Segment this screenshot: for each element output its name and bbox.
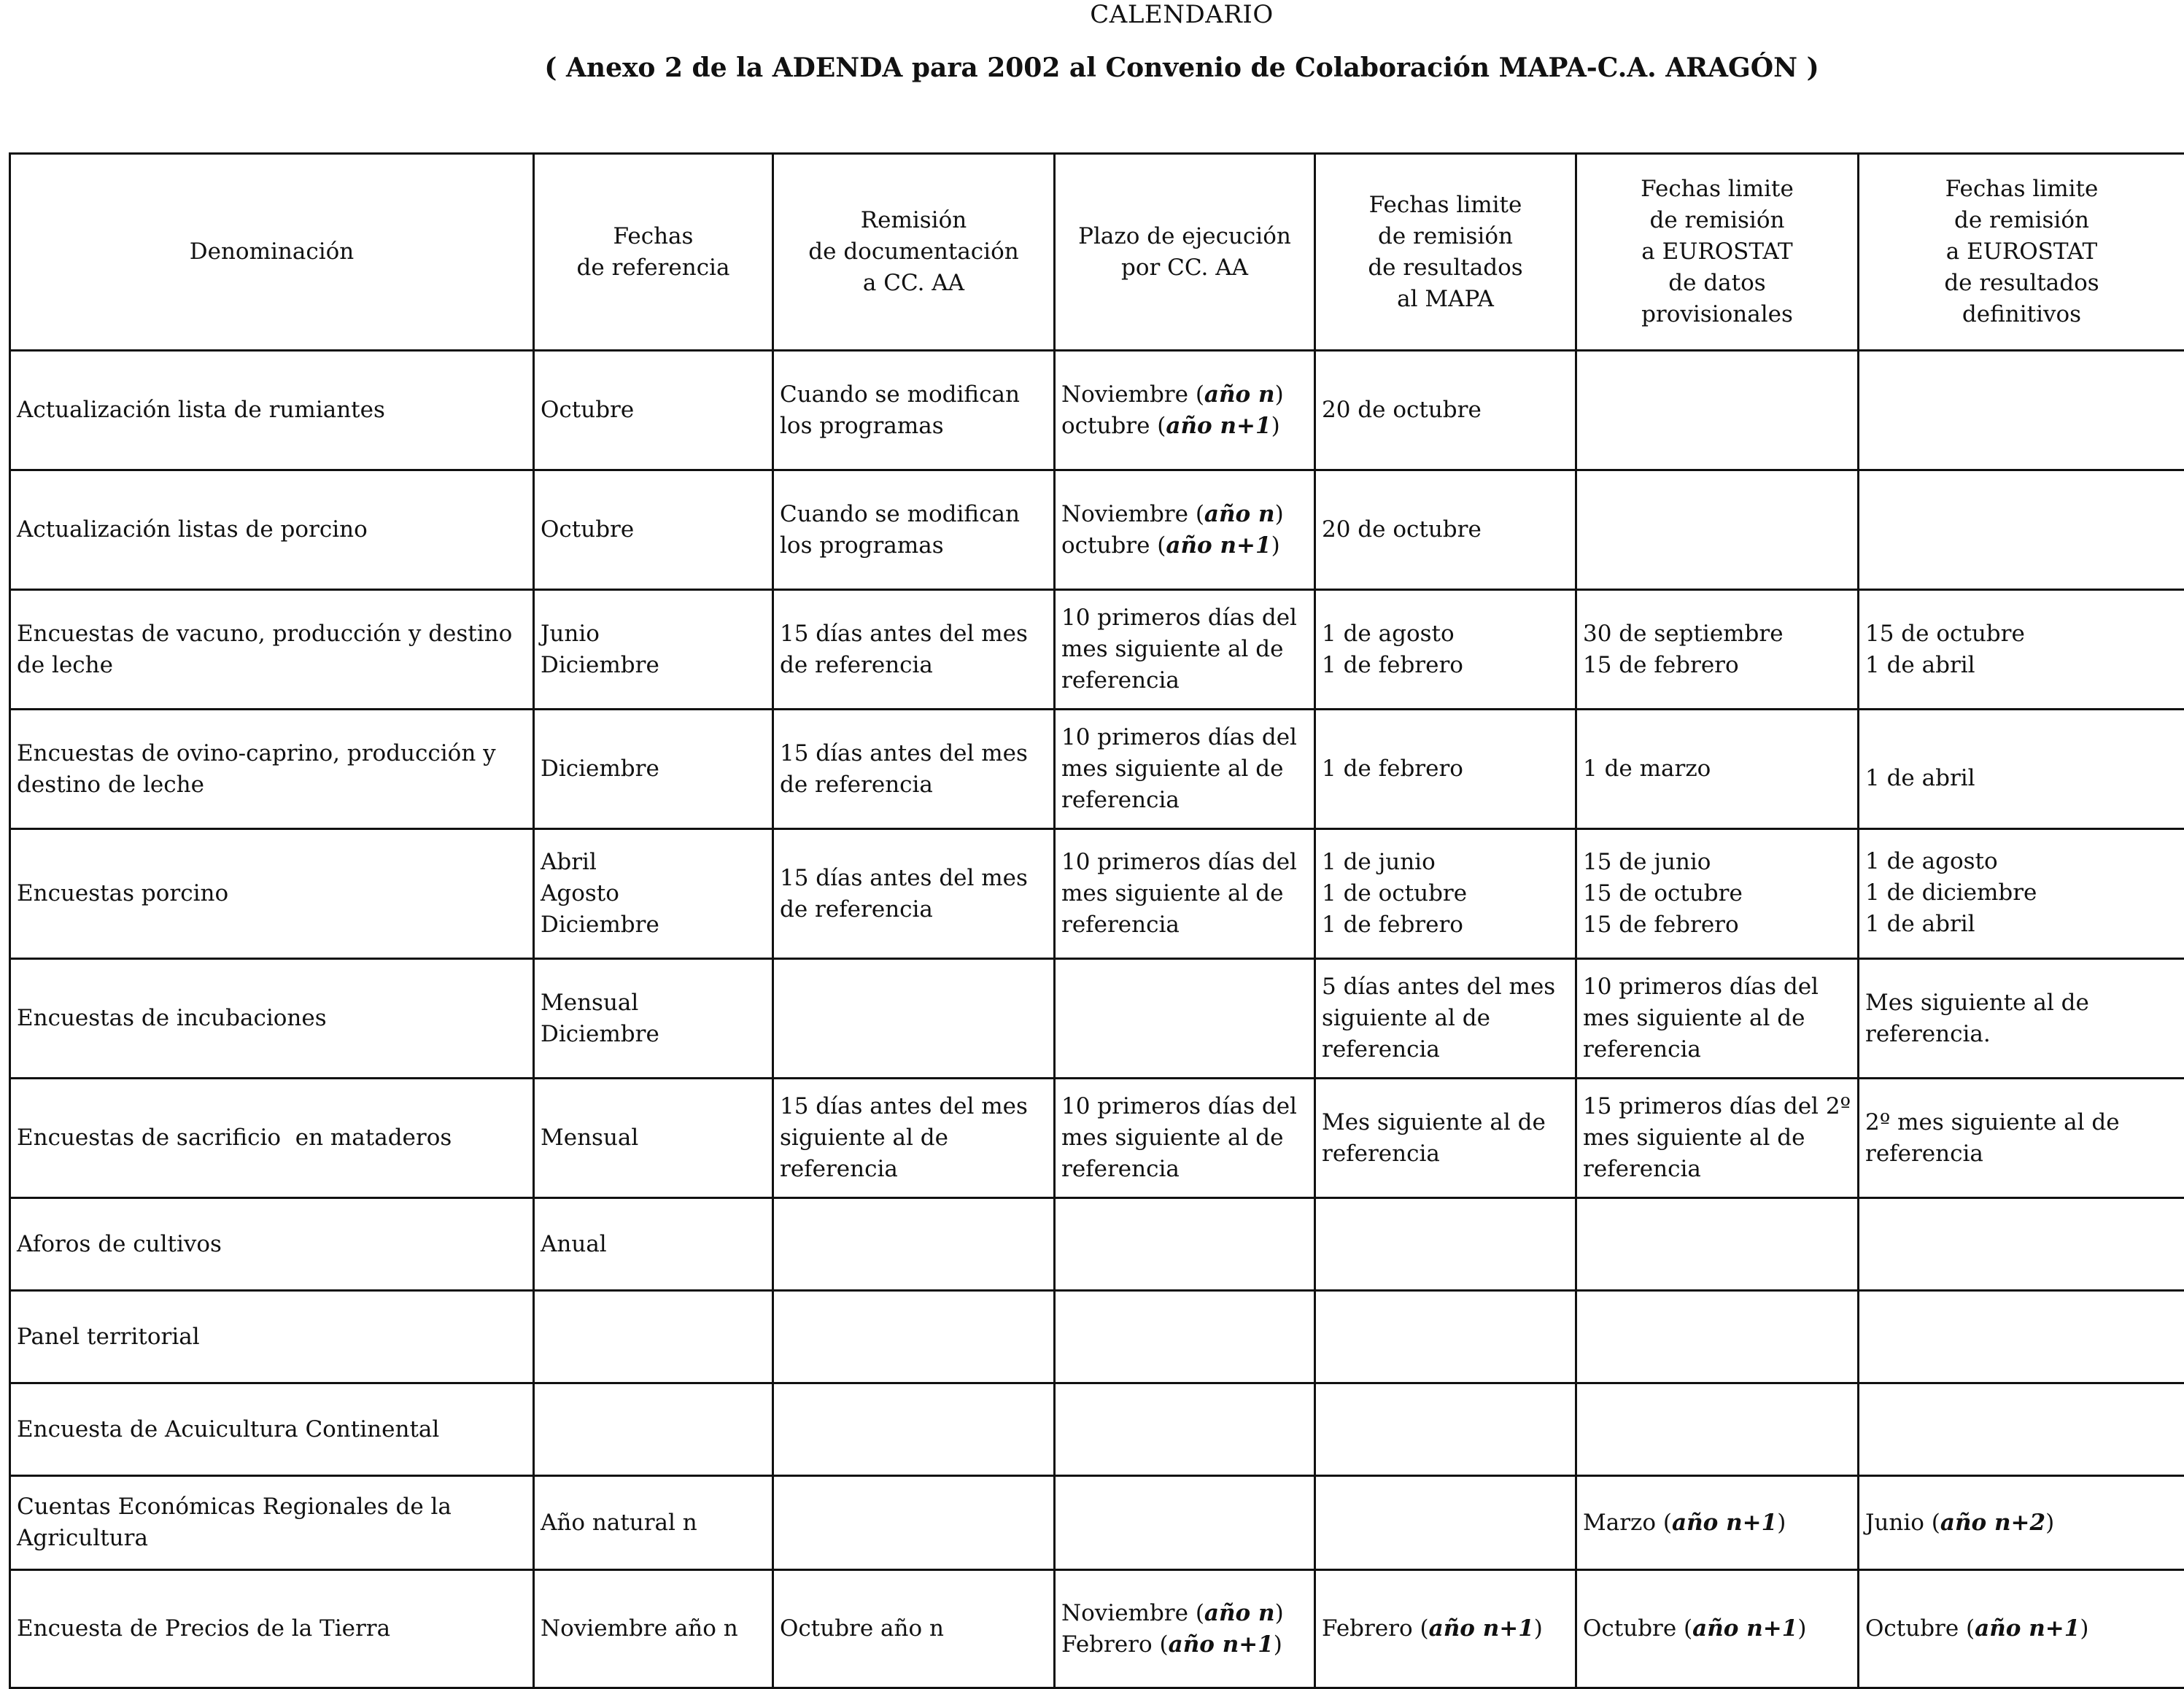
cell-remision: Octubre año n xyxy=(773,1570,1055,1688)
cell-ref: Abril Agosto Diciembre xyxy=(534,829,773,959)
cell-denominacion: Encuestas de incubaciones xyxy=(10,959,534,1079)
cell-ref: Junio Diciembre xyxy=(534,590,773,710)
cell-prov xyxy=(1576,351,1859,470)
cell-mapa: Febrero (año n+1) xyxy=(1315,1570,1576,1688)
cell-mapa: 20 de octubre xyxy=(1315,470,1576,590)
cell-denominacion: Actualización listas de porcino xyxy=(10,470,534,590)
cell-plazo: Noviembre (año n) octubre (año n+1) xyxy=(1055,351,1315,470)
cell-plazo: 10 primeros días del mes siguiente al de referencia xyxy=(1055,1079,1315,1198)
table-row xyxy=(10,1079,2184,1198)
cell-ref: Diciembre xyxy=(534,710,773,829)
cell-denominacion: Encuestas de vacuno, producción y destino de leche xyxy=(10,590,534,710)
cell-plazo: 10 primeros días del mes siguiente al de referencia xyxy=(1055,590,1315,710)
cell-plazo: Noviembre (año n) Febrero (año n+1) xyxy=(1055,1570,1315,1688)
header-limite-mapa: Fechas limite de remisión de resultados al MAPA xyxy=(1315,154,1576,351)
cell-mapa: 1 de agosto 1 de febrero xyxy=(1315,590,1576,710)
cell-def xyxy=(1859,1383,2184,1476)
header-limite-definitivos: Fechas limite de remisión a EUROSTAT de resultados definitivos xyxy=(1859,154,2184,351)
cell-plazo: 10 primeros días del mes siguiente al de referencia xyxy=(1055,829,1315,959)
cell-prov xyxy=(1576,1291,1859,1383)
cell-def: Junio (año n+2) xyxy=(1859,1476,2184,1570)
calendar-table xyxy=(9,152,2184,1689)
cell-def: 1 de abril xyxy=(1859,710,2184,829)
cell-prov xyxy=(1576,1198,1859,1291)
cell-def: Octubre (año n+1) xyxy=(1859,1570,2184,1688)
cell-remision xyxy=(773,959,1055,1079)
cell-prov: Octubre (año n+1) xyxy=(1576,1570,1859,1688)
cell-mapa: 5 días antes del mes siguiente al de referencia xyxy=(1315,959,1576,1079)
cell-prov: 15 de junio 15 de octubre 15 de febrero xyxy=(1576,829,1859,959)
cell-def: 1 de agosto 1 de diciembre 1 de abril xyxy=(1859,829,2184,959)
cell-remision: Cuando se modifican los programas xyxy=(773,470,1055,590)
cell-ref xyxy=(534,1383,773,1476)
cell-mapa xyxy=(1315,1198,1576,1291)
cell-denominacion: Encuestas de ovino-caprino, producción y destino de leche xyxy=(10,710,534,829)
cell-def xyxy=(1859,470,2184,590)
cell-prov: Marzo (año n+1) xyxy=(1576,1476,1859,1570)
cell-plazo xyxy=(1055,1198,1315,1291)
cell-denominacion: Cuentas Económicas Regionales de la Agricultura xyxy=(10,1476,534,1570)
cell-prov: 1 de marzo xyxy=(1576,710,1859,829)
document-subtitle: ( Anexo 2 de la ADENDA para 2002 al Convenio de Colaboración MAPA-C.A. ARAGÓN ) xyxy=(0,53,2184,83)
header-fechas-referencia: Fechas de referencia xyxy=(534,154,773,351)
cell-denominacion: Encuesta de Acuicultura Continental xyxy=(10,1383,534,1476)
header-row xyxy=(10,154,2184,351)
header-denominacion: Denominación xyxy=(10,154,534,351)
cell-prov xyxy=(1576,470,1859,590)
cell-mapa xyxy=(1315,1291,1576,1383)
table-row xyxy=(10,1476,2184,1570)
cell-remision: Cuando se modifican los programas xyxy=(773,351,1055,470)
cell-ref xyxy=(534,1291,773,1383)
cell-prov: 10 primeros días del mes siguiente al de referencia xyxy=(1576,959,1859,1079)
cell-def xyxy=(1859,351,2184,470)
header-plazo: Plazo de ejecución por CC. AA xyxy=(1055,154,1315,351)
cell-plazo xyxy=(1055,1383,1315,1476)
table-row xyxy=(10,351,2184,470)
cell-def: 15 de octubre 1 de abril xyxy=(1859,590,2184,710)
table-row xyxy=(10,959,2184,1079)
cell-ref: Mensual xyxy=(534,1079,773,1198)
cell-mapa: 20 de octubre xyxy=(1315,351,1576,470)
table-row xyxy=(10,1291,2184,1383)
cell-remision: 15 días antes del mes de referencia xyxy=(773,590,1055,710)
cell-plazo: Noviembre (año n) octubre (año n+1) xyxy=(1055,470,1315,590)
cell-denominacion: Encuestas porcino xyxy=(10,829,534,959)
cell-ref: Octubre xyxy=(534,470,773,590)
cell-remision xyxy=(773,1383,1055,1476)
cell-def xyxy=(1859,1198,2184,1291)
cell-def xyxy=(1859,1291,2184,1383)
table-row xyxy=(10,1383,2184,1476)
cell-ref: Octubre xyxy=(534,351,773,470)
table-row xyxy=(10,710,2184,829)
cell-plazo: 10 primeros días del mes siguiente al de referencia xyxy=(1055,710,1315,829)
document-title: CALENDARIO xyxy=(0,0,2184,29)
table-row xyxy=(10,590,2184,710)
cell-plazo xyxy=(1055,1476,1315,1570)
cell-ref: Mensual Diciembre xyxy=(534,959,773,1079)
cell-denominacion: Actualización lista de rumiantes xyxy=(10,351,534,470)
cell-prov: 15 primeros días del 2º mes siguiente al de referencia xyxy=(1576,1079,1859,1198)
cell-mapa xyxy=(1315,1476,1576,1570)
cell-def: Mes siguiente al de referencia. xyxy=(1859,959,2184,1079)
cell-mapa: Mes siguiente al de referencia xyxy=(1315,1079,1576,1198)
cell-denominacion: Panel territorial xyxy=(10,1291,534,1383)
cell-ref: Año natural n xyxy=(534,1476,773,1570)
cell-plazo xyxy=(1055,959,1315,1079)
cell-mapa xyxy=(1315,1383,1576,1476)
cell-prov xyxy=(1576,1383,1859,1476)
cell-remision xyxy=(773,1476,1055,1570)
cell-ref: Noviembre año n xyxy=(534,1570,773,1688)
cell-remision: 15 días antes del mes de referencia xyxy=(773,829,1055,959)
table-row xyxy=(10,1198,2184,1291)
cell-prov: 30 de septiembre 15 de febrero xyxy=(1576,590,1859,710)
cell-mapa: 1 de febrero xyxy=(1315,710,1576,829)
cell-mapa: 1 de junio 1 de octubre 1 de febrero xyxy=(1315,829,1576,959)
cell-denominacion: Encuestas de sacrificio en mataderos xyxy=(10,1079,534,1198)
header-limite-provisionales: Fechas limite de remisión a EUROSTAT de datos provisionales xyxy=(1576,154,1859,351)
cell-denominacion: Encuesta de Precios de la Tierra xyxy=(10,1570,534,1688)
cell-plazo xyxy=(1055,1291,1315,1383)
table-row xyxy=(10,470,2184,590)
cell-remision: 15 días antes del mes de referencia xyxy=(773,710,1055,829)
table-row xyxy=(10,1570,2184,1688)
cell-ref: Anual xyxy=(534,1198,773,1291)
cell-def: 2º mes siguiente al de referencia xyxy=(1859,1079,2184,1198)
cell-remision xyxy=(773,1291,1055,1383)
cell-denominacion: Aforos de cultivos xyxy=(10,1198,534,1291)
header-remision: Remisión de documentación a CC. AA xyxy=(773,154,1055,351)
cell-remision: 15 días antes del mes siguiente al de referencia xyxy=(773,1079,1055,1198)
cell-remision xyxy=(773,1198,1055,1291)
table-row xyxy=(10,829,2184,959)
